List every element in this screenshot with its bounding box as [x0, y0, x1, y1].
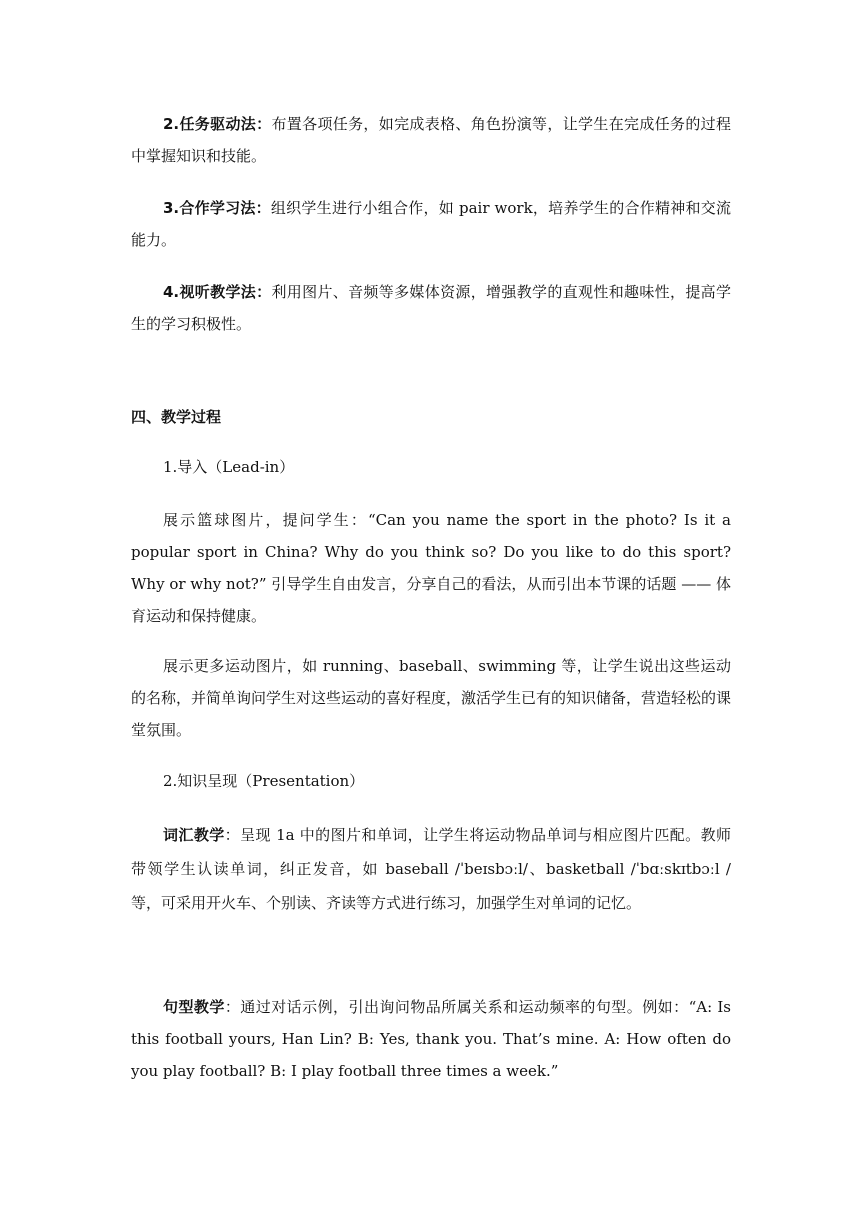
- vocab-paragraph: [131, 818, 731, 920]
- leadin-title: 1.导入（Lead-in）: [163, 458, 295, 476]
- sentence-paragraph: [131, 991, 731, 1087]
- vocab-text: ：呈现 1a 中的图片和单词，让学生将运动物品单词与相应图片匹配。教师带领学生认读单词，纠正发音，如 baseball /ˈbeɪsbɔːl/、basketball /ˈbɑːskɪtbɔːl / 等，可采用开火车、个别读、齐读等方式进行练习，加强学生对单词的记忆。: [131, 826, 731, 912]
- method-cooperative: [131, 192, 731, 256]
- leadin-paragraph-1: 展示篮球图片，提问学生：“Can you name the sport in the photo? Is it a popular sport in China? Why do you think so? Do you like to do this sport? Why or why not?” 引导学生自由发言，分享自己的看法，从而引出本节课的话题 —— 体育运动和保持健康。: [131, 511, 731, 625]
- method-label: 2.任务驱动法：: [163, 115, 272, 133]
- method-text: 布置各项任务，如完成表格、角色扮演等，让学生在完成任务的过程中掌握知识和技能。: [131, 115, 731, 165]
- sentence-label: 句型教学: [163, 998, 225, 1016]
- sentence-text: ：通过对话示例，引出询问物品所属关系和运动频率的句型。例如：“A: Is this football yours, Han Lin? B: Yes, thank you. That’s mine. A: How often do you play football? B: I play football three times a week.”: [131, 998, 731, 1080]
- method-task-driven: [131, 108, 731, 172]
- method-label: 4.视听教学法：: [163, 283, 272, 301]
- method-audiovisual: [131, 276, 731, 340]
- section-title: 四、教学过程: [131, 408, 222, 426]
- method-label: 3.合作学习法：: [163, 199, 271, 217]
- method-text: 利用图片、音频等多媒体资源，增强教学的直观性和趣味性，提高学生的学习积极性。: [131, 283, 731, 333]
- vocab-label: 词汇教学: [163, 826, 225, 844]
- leadin-paragraph-2: 展示更多运动图片，如 running、baseball、swimming 等，让学生说出这些运动的名称，并简单询问学生对这些运动的喜好程度，激活学生已有的知识储备，营造轻松的课堂氛围。: [131, 657, 732, 739]
- presentation-title: 2.知识呈现（Presentation）: [163, 772, 365, 790]
- method-text: 组织学生进行小组合作，如 pair work，培养学生的合作精神和交流能力。: [131, 199, 731, 249]
